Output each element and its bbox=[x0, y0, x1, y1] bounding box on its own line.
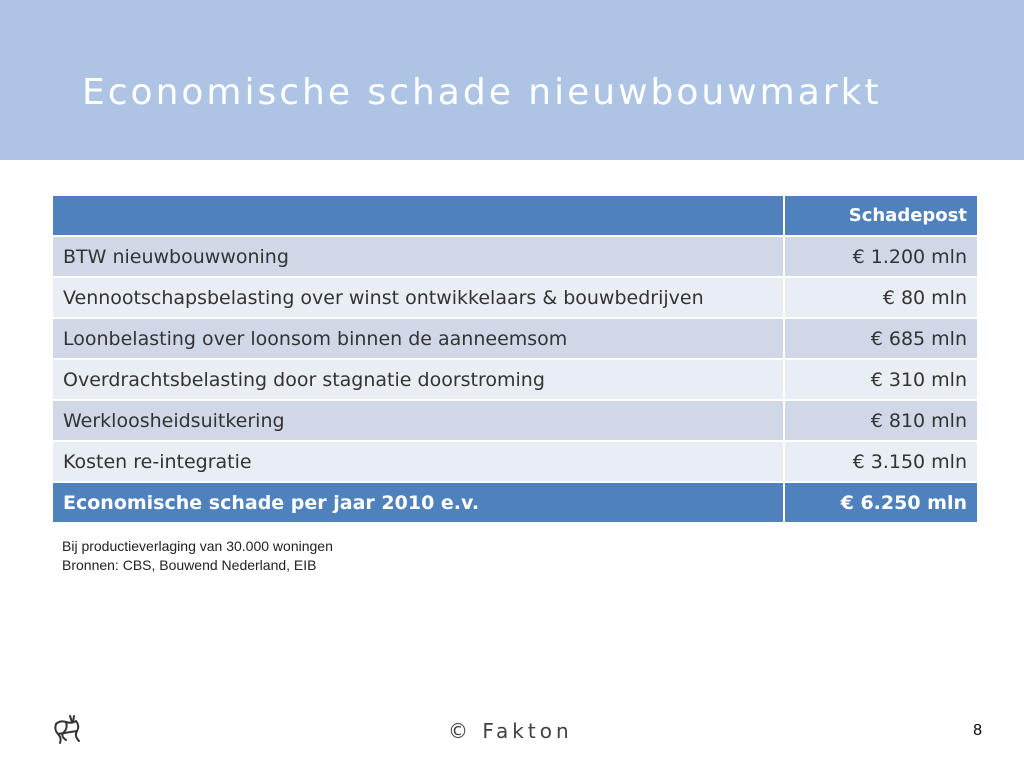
table-row bbox=[52, 441, 978, 482]
footnotes bbox=[62, 537, 333, 575]
row-label: Kosten re-integratie bbox=[52, 441, 784, 482]
table-row bbox=[52, 318, 978, 359]
header-value-cell: Schadepost bbox=[784, 195, 978, 236]
footnote-sources: Bronnen: CBS, Bouwend Nederland, EIB bbox=[62, 557, 317, 573]
row-value: € 80 mln bbox=[784, 277, 978, 318]
row-value: € 1.200 mln bbox=[784, 236, 978, 277]
table-row bbox=[52, 400, 978, 441]
row-label: Werkloosheidsuitkering bbox=[52, 400, 784, 441]
row-label: Overdrachtsbelasting door stagnatie doorstroming bbox=[52, 359, 784, 400]
footer-copyright: © Fakton bbox=[448, 719, 573, 743]
footnote-production: Bij productieverlaging van 30.000 woningen bbox=[62, 538, 333, 554]
header-label-cell bbox=[52, 195, 784, 236]
row-value: € 685 mln bbox=[784, 318, 978, 359]
page-number: 8 bbox=[973, 722, 982, 739]
row-value: € 810 mln bbox=[784, 400, 978, 441]
title-band bbox=[0, 0, 1024, 160]
table-header-row bbox=[52, 195, 978, 236]
total-value: € 6.250 mln bbox=[784, 482, 978, 523]
table-row bbox=[52, 277, 978, 318]
row-label: BTW nieuwbouwwoning bbox=[52, 236, 784, 277]
row-label: Vennootschapsbelasting over winst ontwikkelaars & bouwbedrijven bbox=[52, 277, 784, 318]
table-total-row bbox=[52, 482, 978, 523]
row-value: € 3.150 mln bbox=[784, 441, 978, 482]
table-row bbox=[52, 236, 978, 277]
row-label: Loonbelasting over loonsom binnen de aanneemsom bbox=[52, 318, 784, 359]
damage-table bbox=[51, 194, 979, 524]
slide-title: Economische schade nieuwbouwmarkt bbox=[82, 72, 882, 113]
table-row bbox=[52, 359, 978, 400]
row-value: € 310 mln bbox=[784, 359, 978, 400]
total-label: Economische schade per jaar 2010 e.v. bbox=[52, 482, 784, 523]
fakton-logo-icon bbox=[50, 714, 84, 748]
